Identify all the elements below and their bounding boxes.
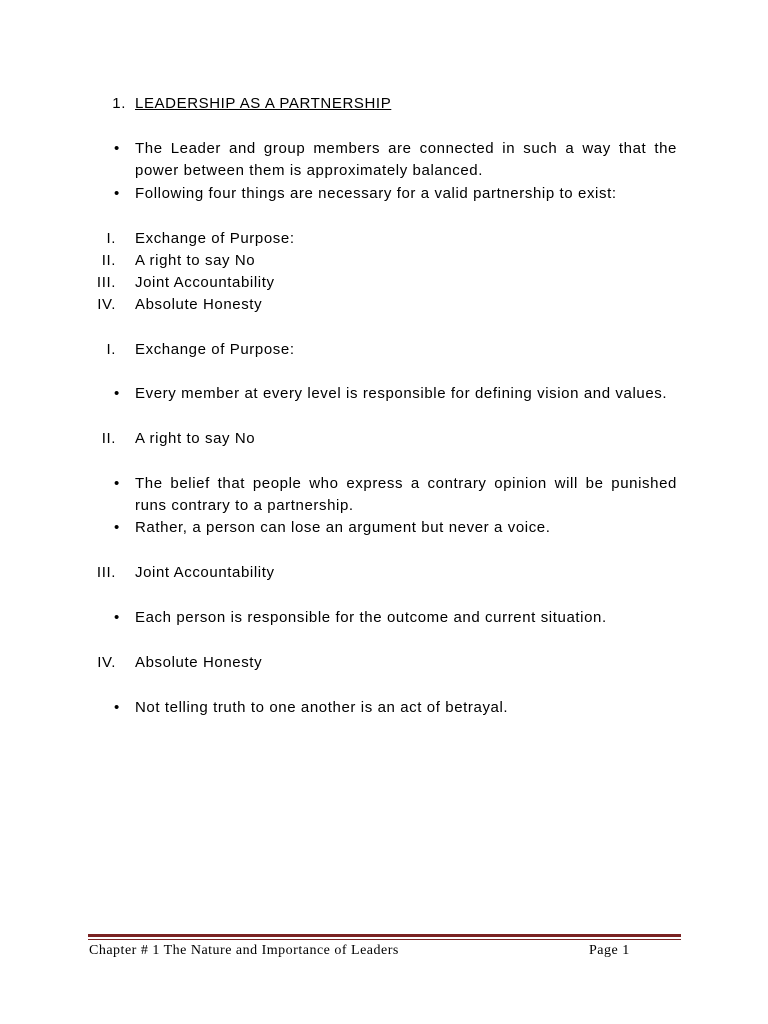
heading-number: 1. xyxy=(112,95,126,112)
section-numeral: IV. xyxy=(97,654,116,671)
section-numeral: I. xyxy=(106,341,116,358)
footer-rule-thin xyxy=(88,939,681,940)
bullet-icon: • xyxy=(114,185,120,202)
bullet-icon: • xyxy=(114,609,120,626)
footer-page-number: Page 1 xyxy=(589,943,630,958)
intro-bullet-text: Following four things are necessary for a valid partnership to exist: xyxy=(135,185,617,202)
bullet-icon: • xyxy=(114,699,120,716)
section-bullet-text: Every member at every level is responsible for defining vision and values. xyxy=(135,385,668,402)
page-heading: LEADERSHIP AS A PARTNERSHIP xyxy=(135,95,392,112)
bullet-icon: • xyxy=(114,140,120,157)
list-item: Absolute Honesty xyxy=(135,296,263,313)
section-numeral: III. xyxy=(96,564,116,581)
list-numeral: II. xyxy=(101,252,116,269)
footer-chapter-title: Chapter # 1 The Nature and Importance of Leaders xyxy=(89,943,399,958)
section-bullet-text: Each person is responsible for the outcome and current situation. xyxy=(135,609,607,626)
section-bullet-text: Not telling truth to one another is an act of betrayal. xyxy=(135,699,509,716)
section-numeral: II. xyxy=(101,430,116,447)
bullet-icon: • xyxy=(114,475,120,492)
intro-bullet-text: The Leader and group members are connected in such a way that the power between them is approximately balanced. xyxy=(135,140,677,179)
bullet-icon: • xyxy=(114,519,120,536)
footer-rule xyxy=(88,934,681,937)
section-title: Exchange of Purpose: xyxy=(135,341,295,358)
list-numeral: I. xyxy=(106,230,116,247)
section-bullet-text: The belief that people who express a contrary opinion will be punished runs contrary to a partnership. xyxy=(135,475,677,514)
section-title: A right to say No xyxy=(135,430,256,447)
section-bullet-text: Rather, a person can lose an argument but never a voice. xyxy=(135,519,551,536)
list-item: A right to say No xyxy=(135,252,256,269)
list-item: Exchange of Purpose: xyxy=(135,230,295,247)
list-numeral: III. xyxy=(96,274,116,291)
list-numeral: IV. xyxy=(97,296,116,313)
list-item: Joint Accountability xyxy=(135,274,275,291)
bullet-icon: • xyxy=(114,385,120,402)
section-title: Joint Accountability xyxy=(135,564,275,581)
section-title: Absolute Honesty xyxy=(135,654,263,671)
